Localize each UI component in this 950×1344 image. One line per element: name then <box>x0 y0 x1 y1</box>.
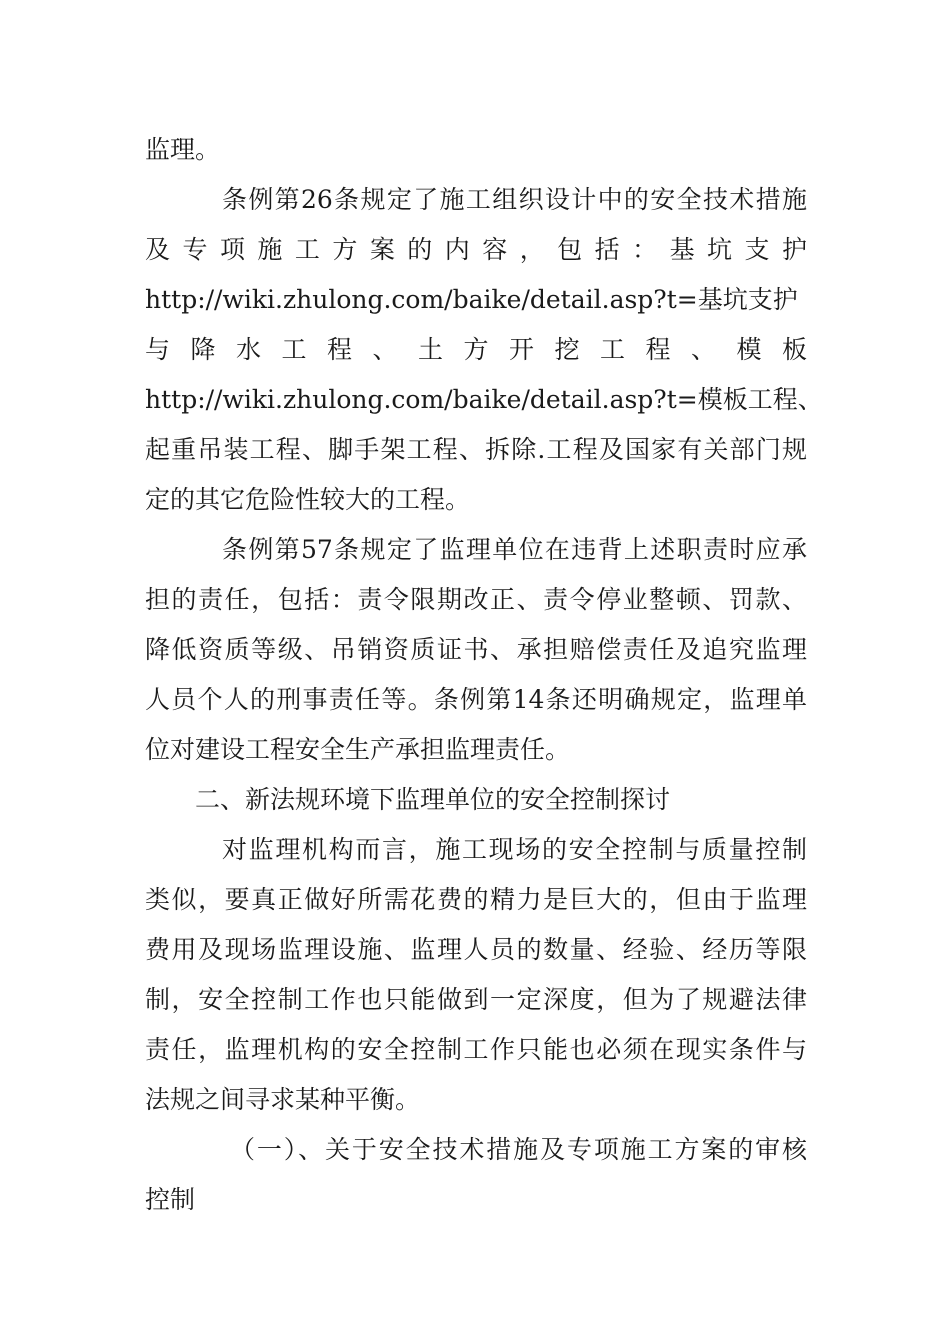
text-line: 位对建设工程安全生产承担监理责任。 <box>145 735 571 764</box>
text-line: 类似，要真正做好所需花费的精力是巨大的，但由于监理 <box>145 885 807 914</box>
text-line: 控制 <box>145 1185 196 1214</box>
text-line: 责任，监理机构的安全控制工作只能也必须在现实条件与 <box>145 1035 807 1064</box>
text-line: 起重吊装工程、脚手架工程、拆除.工程及国家有关部门规 <box>145 435 807 464</box>
text-line: 监理。 <box>145 135 221 164</box>
paragraph-start: 条例第26条规定了施工组织设计中的安全技术措施 <box>222 185 807 214</box>
text-line: 降低资质等级、吊销资质证书、承担赔偿责任及追究监理 <box>145 635 807 664</box>
paragraph-start: 对监理机构而言，施工现场的安全控制与质量控制 <box>222 835 807 864</box>
paragraph-start: 条例第57条规定了监理单位在违背上述职责时应承 <box>222 535 807 564</box>
text-line: 及 专 项 施 工 方 案 的 内 容 ， 包 括 ： 基 坑 支 护 <box>145 235 807 264</box>
subsection-heading: （一）、关于安全技术措施及专项施工方案的审核 <box>230 1135 807 1164</box>
text-line: 费用及现场监理设施、监理人员的数量、经验、经历等限 <box>145 935 807 964</box>
text-line: 定的其它危险性较大的工程。 <box>145 485 471 514</box>
text-line: 人员个人的刑事责任等。条例第14条还明确规定，监理单 <box>145 685 807 714</box>
text-line: 担的责任，包括：责令限期改正、责令停业整顿、罚款、 <box>145 585 807 614</box>
text-line: 法规之间寻求某种平衡。 <box>145 1085 421 1114</box>
section-heading: 二、新法规环境下监理单位的安全控制探讨 <box>195 785 671 814</box>
text-line: 制，安全控制工作也只能做到一定深度，但为了规避法律 <box>145 985 807 1014</box>
url-text-line: http://wiki.zhulong.com/baike/detail.asp?t=基坑支护 <box>145 285 798 314</box>
text-line: 与 降 水 工 程 、 土 方 开 挖 工 程 、 模 板 <box>145 335 807 364</box>
url-text-line: http://wiki.zhulong.com/baike/detail.asp?t=模板工程、 <box>145 385 823 414</box>
